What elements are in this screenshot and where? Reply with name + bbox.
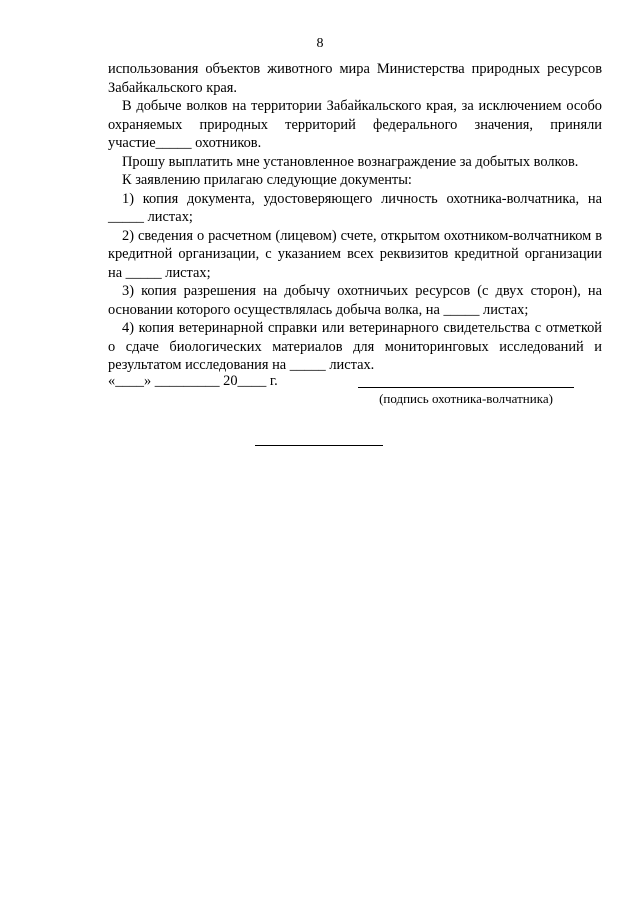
page-number: 8 <box>316 36 324 51</box>
paragraph-attachments-intro: К заявлению прилагаю следующие документы: <box>122 172 412 188</box>
signature-caption: (подпись охотника-волчатника) <box>379 391 553 406</box>
attachment-item-3: 3) копия разрешения на добычу охотничьих ресурсов (с двух сторон), на основании которого осуществлялась добыча волка, на _____ листах; <box>108 283 602 318</box>
attachment-item-2: 2) сведения о расчетном (лицевом) счете, открытом охотником-волчатником в кредитной организации, с указанием всех реквизитов кредитной организации на _____ листах; <box>108 227 602 281</box>
document-body <box>108 60 602 375</box>
end-divider <box>255 445 383 446</box>
attachment-item-4: 4) копия ветеринарной справки или ветеринарного свидетельства с отметкой о сдаче биологических материалов для мониторинговых исследований и результатом исследования на _____ листах. <box>108 320 602 373</box>
date-line: «____» _________ 20____ г. <box>108 373 278 389</box>
signature-line <box>358 387 574 388</box>
paragraph-wolf-hunting: В добыче волков на территории Забайкальского края, за исключением особо охраняемых природных территорий федерального значения, приняли участие_____ охотников. <box>108 98 602 151</box>
paragraph-payment-request: Прошу выплатить мне установленное вознаграждение за добытых волков. <box>122 153 579 170</box>
attachment-item-1: 1) копия документа, удостоверяющего личность охотника-волчатника, на _____ листах; <box>108 190 602 225</box>
paragraph-continuation: использования объектов животного мира Министерства природных ресурсов Забайкальского края. <box>108 61 602 96</box>
